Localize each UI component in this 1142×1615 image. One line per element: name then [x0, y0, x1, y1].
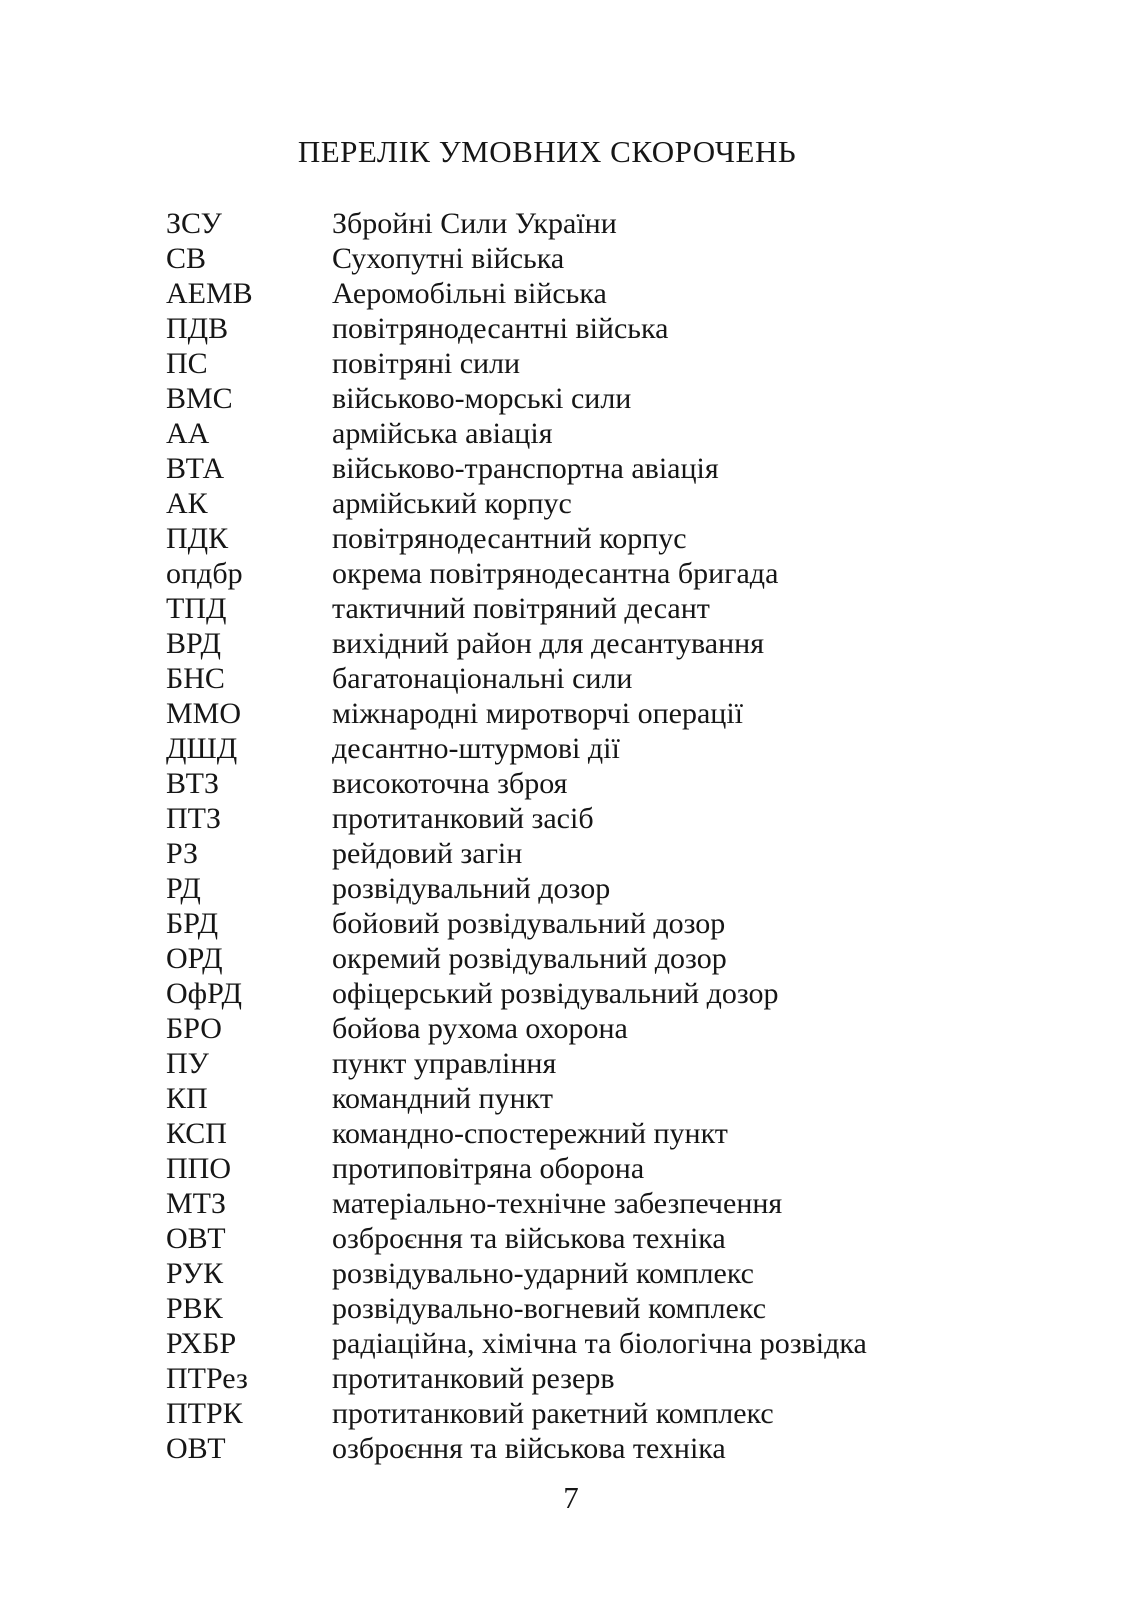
abbreviation-term: ВТА	[166, 452, 225, 485]
abbreviation-definition: міжнародні миротворчі операції	[332, 697, 744, 730]
abbreviation-row	[166, 1186, 1082, 1221]
abbreviation-row	[166, 206, 1082, 241]
abbreviation-row	[166, 451, 1082, 486]
abbreviation-definition: військово-морські сили	[332, 382, 632, 415]
abbreviation-definition: тактичний повітряний десант	[332, 592, 710, 625]
abbreviation-term: ПДВ	[166, 312, 229, 345]
page-number: 7	[563, 1480, 579, 1515]
abbreviation-definition: протитанковий ракетний комплекс	[332, 1397, 774, 1430]
abbreviation-row	[166, 1151, 1082, 1186]
abbreviation-term: БРД	[166, 907, 219, 940]
abbreviation-term: ПТРК	[166, 1397, 243, 1430]
abbreviation-definition: протитанковий резерв	[332, 1362, 615, 1395]
abbreviation-row	[166, 1011, 1082, 1046]
abbreviation-term: СВ	[166, 242, 207, 275]
abbreviation-row	[166, 731, 1082, 766]
abbreviation-definition: радіаційна, хімічна та біологічна розвідка	[332, 1327, 867, 1360]
abbreviation-row	[166, 591, 1082, 626]
abbreviation-row	[166, 311, 1082, 346]
abbreviation-row	[166, 241, 1082, 276]
abbreviation-definition: повітряні сили	[332, 347, 521, 380]
abbreviation-row	[166, 976, 1082, 1011]
abbreviation-term: ОРД	[166, 942, 223, 975]
abbreviation-row	[166, 836, 1082, 871]
abbreviation-term: ОВТ	[166, 1432, 226, 1465]
abbreviation-row	[166, 276, 1082, 311]
abbreviation-term: ОфРД	[166, 977, 242, 1010]
abbreviation-definition: озброєння та військова техніка	[332, 1222, 726, 1255]
abbreviation-term: АК	[166, 487, 208, 520]
abbreviation-definition: багатонаціональні сили	[332, 662, 633, 695]
abbreviation-row	[166, 801, 1082, 836]
abbreviation-definition: окрема повітрянодесантна бригада	[332, 557, 779, 590]
abbreviation-definition: бойова рухома охорона	[332, 1012, 628, 1045]
abbreviation-definition: матеріально-технічне забезпечення	[332, 1187, 783, 1220]
abbreviation-term: БРО	[166, 1012, 222, 1045]
abbreviation-term: ВМС	[166, 382, 233, 415]
abbreviation-term: ДШД	[166, 732, 238, 765]
abbreviation-row	[166, 381, 1082, 416]
abbreviation-definition: бойовий розвідувальний дозор	[332, 907, 726, 940]
abbreviation-row	[166, 1046, 1082, 1081]
abbreviation-row	[166, 766, 1082, 801]
abbreviation-definition: вихідний район для десантування	[332, 627, 765, 660]
abbreviation-term: АЕМВ	[166, 277, 253, 310]
abbreviation-term: АА	[166, 417, 210, 450]
abbreviation-definition: армійська авіація	[332, 417, 553, 450]
abbreviation-term: ППО	[166, 1152, 231, 1185]
abbreviation-row	[166, 906, 1082, 941]
abbreviation-row	[166, 486, 1082, 521]
abbreviation-row	[166, 941, 1082, 976]
abbreviation-definition: командно-спостережний пункт	[332, 1117, 728, 1150]
abbreviation-term: ЗСУ	[166, 207, 222, 240]
abbreviation-row	[166, 1431, 1082, 1466]
abbreviation-term: РУК	[166, 1257, 224, 1290]
abbreviation-definition: протитанковий засіб	[332, 802, 594, 835]
abbreviation-term: ПТЗ	[166, 802, 222, 835]
abbreviation-definition: високоточна зброя	[332, 767, 568, 800]
abbreviation-term: РД	[166, 872, 201, 905]
abbreviation-definition: армійський корпус	[332, 487, 572, 520]
abbreviation-row	[166, 1291, 1082, 1326]
abbreviation-row	[166, 1396, 1082, 1431]
abbreviation-row	[166, 871, 1082, 906]
abbreviation-definition: розвідувально-ударний комплекс	[332, 1257, 754, 1290]
abbreviation-row	[166, 1221, 1082, 1256]
abbreviation-definition: Сухопутні війська	[332, 242, 565, 275]
abbreviation-term: РЗ	[166, 837, 199, 870]
abbreviation-row	[166, 1256, 1082, 1291]
abbreviation-term: ПС	[166, 347, 208, 380]
abbreviation-definition: розвідувальний дозор	[332, 872, 611, 905]
abbreviation-term: ПУ	[166, 1047, 209, 1080]
abbreviation-definition: повітрянодесантний корпус	[332, 522, 687, 555]
abbreviation-term: ТПД	[166, 592, 227, 625]
page-title: ПЕРЕЛІК УМОВНИХ СКОРОЧЕНЬ	[297, 134, 797, 169]
abbreviation-definition: Збройні Сили України	[332, 207, 617, 240]
abbreviation-row	[166, 1326, 1082, 1361]
abbreviation-definition: офіцерський розвідувальний дозор	[332, 977, 779, 1010]
abbreviation-term: РВК	[166, 1292, 223, 1325]
abbreviation-term: РХБР	[166, 1327, 237, 1360]
abbreviation-term: КП	[166, 1082, 208, 1115]
abbreviation-row	[166, 1081, 1082, 1116]
abbreviation-row	[166, 521, 1082, 556]
abbreviation-row	[166, 556, 1082, 591]
abbreviation-definition: Аеромобільні війська	[332, 277, 607, 310]
abbreviation-term: ПТРез	[166, 1362, 248, 1395]
abbreviation-row	[166, 626, 1082, 661]
abbreviation-term: ВТЗ	[166, 767, 219, 800]
abbreviation-row	[166, 661, 1082, 696]
abbreviation-term: опдбр	[166, 557, 243, 590]
abbreviation-definition: військово-транспортна авіація	[332, 452, 719, 485]
abbreviation-definition: окремий розвідувальний дозор	[332, 942, 727, 975]
abbreviation-row	[166, 696, 1082, 731]
abbreviation-definition: розвідувально-вогневий комплекс	[332, 1292, 767, 1325]
abbreviation-definition: пункт управління	[332, 1047, 557, 1080]
abbreviation-row	[166, 346, 1082, 381]
abbreviation-term: ВРД	[166, 627, 221, 660]
abbreviation-definition: повітрянодесантні війська	[332, 312, 669, 345]
abbreviation-row	[166, 416, 1082, 451]
abbreviation-term: МТЗ	[166, 1187, 227, 1220]
abbreviation-row	[166, 1361, 1082, 1396]
abbreviation-row	[166, 1116, 1082, 1151]
abbreviation-term: ОВТ	[166, 1222, 226, 1255]
abbreviation-term: ММО	[166, 697, 242, 730]
abbreviation-term: ПДК	[166, 522, 229, 555]
abbreviation-definition: озброєння та військова техніка	[332, 1432, 726, 1465]
abbreviation-definition: командний пункт	[332, 1082, 553, 1115]
abbreviation-definition: протиповітряна оборона	[332, 1152, 645, 1185]
abbreviation-term: КСП	[166, 1117, 227, 1150]
abbreviation-list	[166, 206, 1082, 1466]
abbreviation-definition: десантно-штурмові дії	[332, 732, 620, 765]
abbreviation-term: БНС	[166, 662, 225, 695]
abbreviation-definition: рейдовий загін	[332, 837, 523, 870]
